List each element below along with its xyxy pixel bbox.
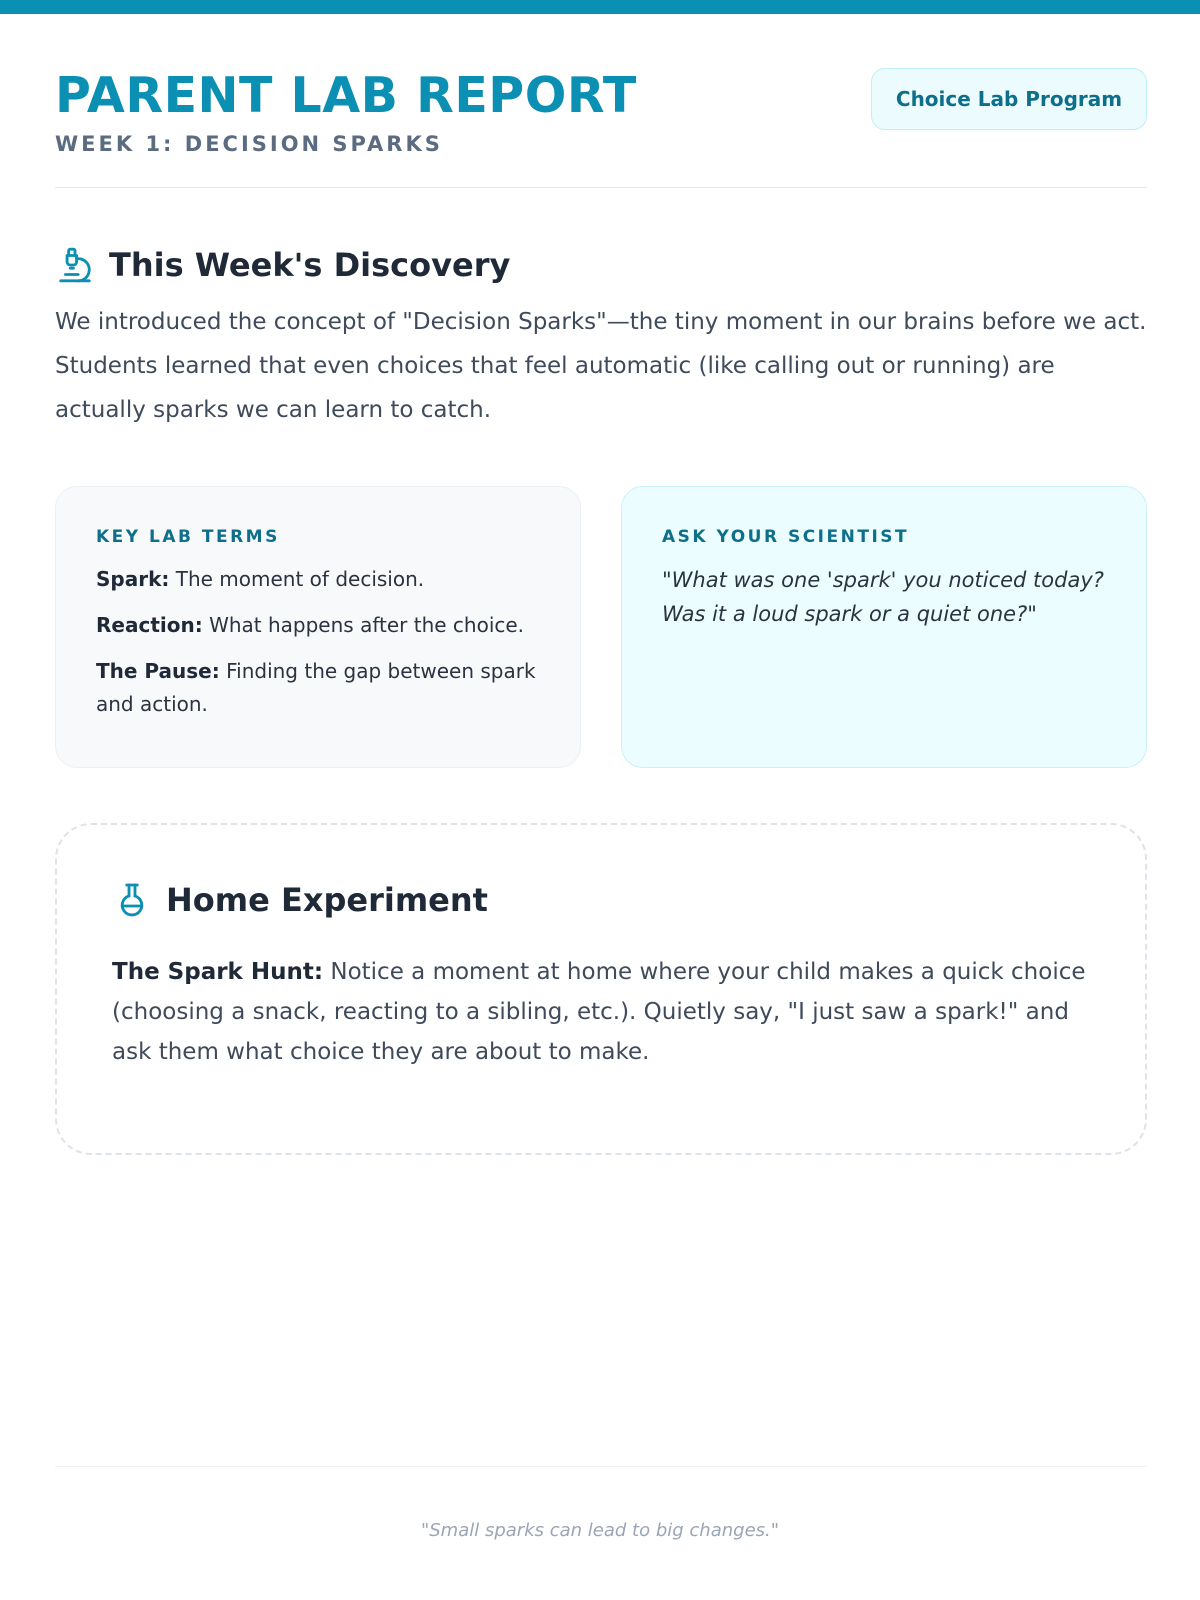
term-label: The Pause: bbox=[96, 659, 220, 683]
term-definition: What happens after the choice. bbox=[209, 613, 525, 637]
page-title: PARENT LAB REPORT bbox=[55, 67, 637, 124]
page-subtitle: WEEK 1: DECISION SPARKS bbox=[55, 132, 443, 156]
ask-quote: "What was one 'spark' you noticed today? Was it a loud spark or a quiet one?" bbox=[662, 568, 1104, 626]
home-experiment-title: Home Experiment bbox=[166, 881, 488, 919]
footer-quote: "Small sparks can lead to big changes." bbox=[420, 1520, 780, 1541]
term-definition: The moment of decision. bbox=[175, 567, 425, 591]
discovery-title: This Week's Discovery bbox=[109, 246, 511, 284]
discovery-text: We introduced the concept of "Decision Sparks"—the tiny moment in our brains before we act. Students learned that even choices that feel automatic (like calling out or running) are actually sparks we can learn to catch. bbox=[55, 309, 1147, 423]
term-item bbox=[96, 563, 540, 596]
key-lab-terms-card bbox=[55, 486, 581, 768]
home-experiment-box bbox=[55, 823, 1147, 1155]
term-item bbox=[96, 655, 540, 721]
microscope-icon bbox=[55, 245, 95, 285]
home-experiment-text bbox=[112, 952, 1102, 1072]
footer-divider bbox=[55, 1466, 1147, 1467]
experiment-body: Notice a moment at home where your child makes a quick choice (choosing a snack, reacting to a sibling, etc.). Quietly say, "I just saw a spark!" and ask them what choice they are about to make. bbox=[112, 959, 1086, 1065]
key-lab-terms-heading: KEY LAB TERMS bbox=[96, 527, 280, 547]
discovery-heading bbox=[55, 245, 510, 285]
term-label: Reaction: bbox=[96, 613, 203, 637]
program-badge: Choice Lab Program bbox=[871, 68, 1147, 130]
flask-icon bbox=[112, 880, 152, 920]
ask-your-scientist-card bbox=[621, 486, 1147, 768]
ask-your-scientist-heading: ASK YOUR SCIENTIST bbox=[662, 527, 910, 547]
experiment-lead: The Spark Hunt: bbox=[112, 959, 324, 985]
home-experiment-heading bbox=[112, 880, 488, 920]
top-accent-bar bbox=[0, 0, 1200, 14]
report-header bbox=[55, 66, 1147, 188]
term-definition: Finding the gap between spark and action. bbox=[96, 659, 536, 716]
term-label: Spark: bbox=[96, 567, 170, 591]
term-item bbox=[96, 609, 540, 642]
